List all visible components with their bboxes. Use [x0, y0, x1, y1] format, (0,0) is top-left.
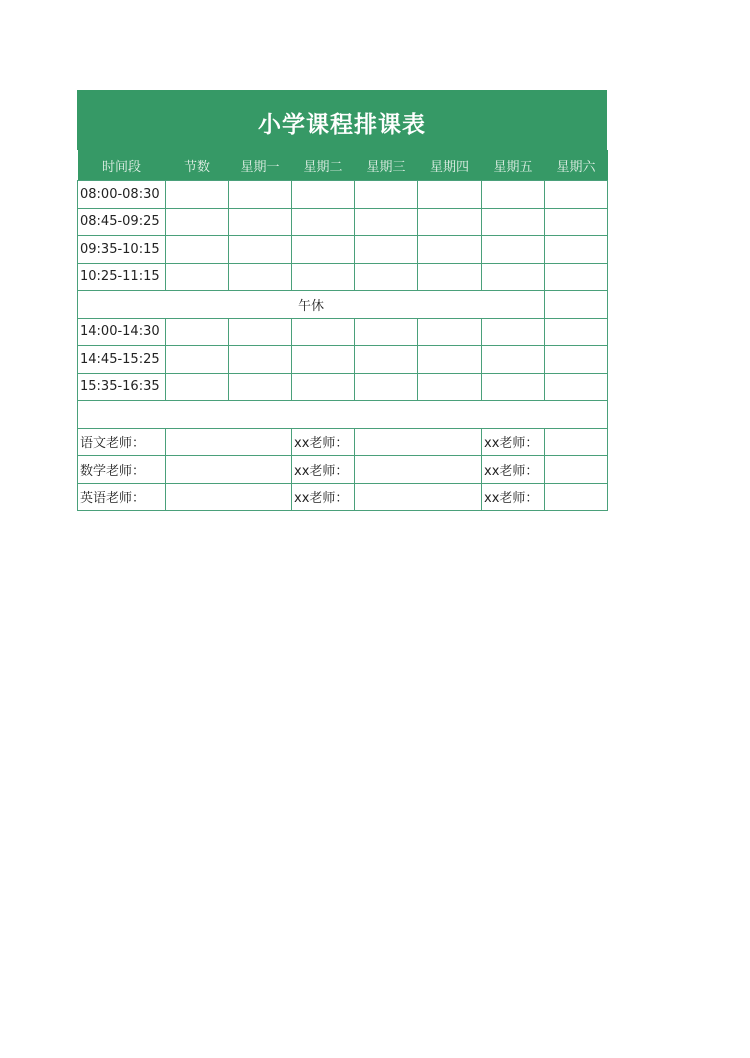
cell[interactable] [418, 208, 482, 236]
cell[interactable] [229, 263, 292, 291]
teacher-value[interactable] [545, 428, 608, 456]
teacher-label: 语文老师： [78, 428, 166, 456]
cell[interactable] [418, 373, 482, 401]
teacher-row [78, 428, 608, 456]
cell[interactable] [355, 373, 418, 401]
cell[interactable] [292, 318, 355, 346]
header-fri: 星期五 [482, 150, 545, 181]
teacher-label: xx老师： [292, 483, 355, 511]
table-row [78, 318, 608, 346]
cell[interactable] [355, 236, 418, 264]
header-tue: 星期二 [292, 150, 355, 181]
cell[interactable] [545, 291, 608, 319]
header-thu: 星期四 [418, 150, 482, 181]
cell[interactable] [482, 181, 545, 209]
break-row [78, 291, 608, 319]
cell[interactable] [166, 318, 229, 346]
time-cell[interactable]: 08:45-09:25 [78, 208, 166, 236]
cell[interactable] [355, 263, 418, 291]
cell[interactable] [482, 346, 545, 374]
cell[interactable] [292, 236, 355, 264]
teacher-value[interactable] [166, 456, 292, 484]
break-cell[interactable]: 午休 [78, 291, 545, 319]
teacher-row [78, 456, 608, 484]
schedule-title: 小学课程排课表 [77, 90, 607, 150]
spacer-cell[interactable] [78, 401, 608, 429]
cell[interactable] [229, 373, 292, 401]
table-row [78, 208, 608, 236]
cell[interactable] [545, 346, 608, 374]
header-row [78, 150, 608, 181]
table-row [78, 181, 608, 209]
teacher-label: xx老师： [482, 483, 545, 511]
time-cell[interactable]: 10:25-11:15 [78, 263, 166, 291]
time-cell[interactable]: 14:00-14:30 [78, 318, 166, 346]
teacher-label: xx老师： [482, 456, 545, 484]
cell[interactable] [482, 263, 545, 291]
cell[interactable] [166, 181, 229, 209]
time-cell[interactable]: 08:00-08:30 [78, 181, 166, 209]
cell[interactable] [292, 263, 355, 291]
teacher-value[interactable] [355, 456, 482, 484]
cell[interactable] [545, 263, 608, 291]
cell[interactable] [418, 236, 482, 264]
header-mon: 星期一 [229, 150, 292, 181]
teacher-value[interactable] [545, 483, 608, 511]
teacher-label: xx老师： [292, 456, 355, 484]
table-row [78, 346, 608, 374]
cell[interactable] [229, 346, 292, 374]
table-row [78, 236, 608, 264]
cell[interactable] [355, 318, 418, 346]
cell[interactable] [166, 208, 229, 236]
cell[interactable] [355, 181, 418, 209]
teacher-value[interactable] [545, 456, 608, 484]
cell[interactable] [229, 208, 292, 236]
teacher-label: xx老师： [292, 428, 355, 456]
cell[interactable] [545, 236, 608, 264]
cell[interactable] [482, 236, 545, 264]
teacher-value[interactable] [355, 483, 482, 511]
cell[interactable] [545, 208, 608, 236]
cell[interactable] [545, 318, 608, 346]
cell[interactable] [292, 373, 355, 401]
cell[interactable] [166, 373, 229, 401]
time-cell[interactable]: 15:35-16:35 [78, 373, 166, 401]
table-row [78, 263, 608, 291]
cell[interactable] [166, 236, 229, 264]
cell[interactable] [418, 263, 482, 291]
time-cell[interactable]: 14:45-15:25 [78, 346, 166, 374]
cell[interactable] [482, 208, 545, 236]
cell[interactable] [355, 208, 418, 236]
cell[interactable] [355, 346, 418, 374]
cell[interactable] [545, 181, 608, 209]
cell[interactable] [545, 373, 608, 401]
teacher-label: 数学老师： [78, 456, 166, 484]
cell[interactable] [166, 263, 229, 291]
header-sat: 星期六 [545, 150, 608, 181]
cell[interactable] [482, 318, 545, 346]
cell[interactable] [418, 181, 482, 209]
cell[interactable] [482, 373, 545, 401]
teacher-label: 英语老师： [78, 483, 166, 511]
teacher-row [78, 483, 608, 511]
cell[interactable] [229, 236, 292, 264]
teacher-value[interactable] [166, 428, 292, 456]
cell[interactable] [166, 346, 229, 374]
spacer-row [78, 401, 608, 429]
table-row [78, 373, 608, 401]
cell[interactable] [418, 346, 482, 374]
cell[interactable] [229, 181, 292, 209]
cell[interactable] [292, 346, 355, 374]
header-wed: 星期三 [355, 150, 418, 181]
cell[interactable] [229, 318, 292, 346]
header-time: 时间段 [78, 150, 166, 181]
teacher-value[interactable] [355, 428, 482, 456]
teacher-label: xx老师： [482, 428, 545, 456]
teacher-value[interactable] [166, 483, 292, 511]
schedule-sheet [77, 90, 607, 511]
schedule-table [77, 150, 608, 511]
cell[interactable] [292, 181, 355, 209]
header-period: 节数 [166, 150, 229, 181]
cell[interactable] [418, 318, 482, 346]
time-cell[interactable]: 09:35-10:15 [78, 236, 166, 264]
cell[interactable] [292, 208, 355, 236]
